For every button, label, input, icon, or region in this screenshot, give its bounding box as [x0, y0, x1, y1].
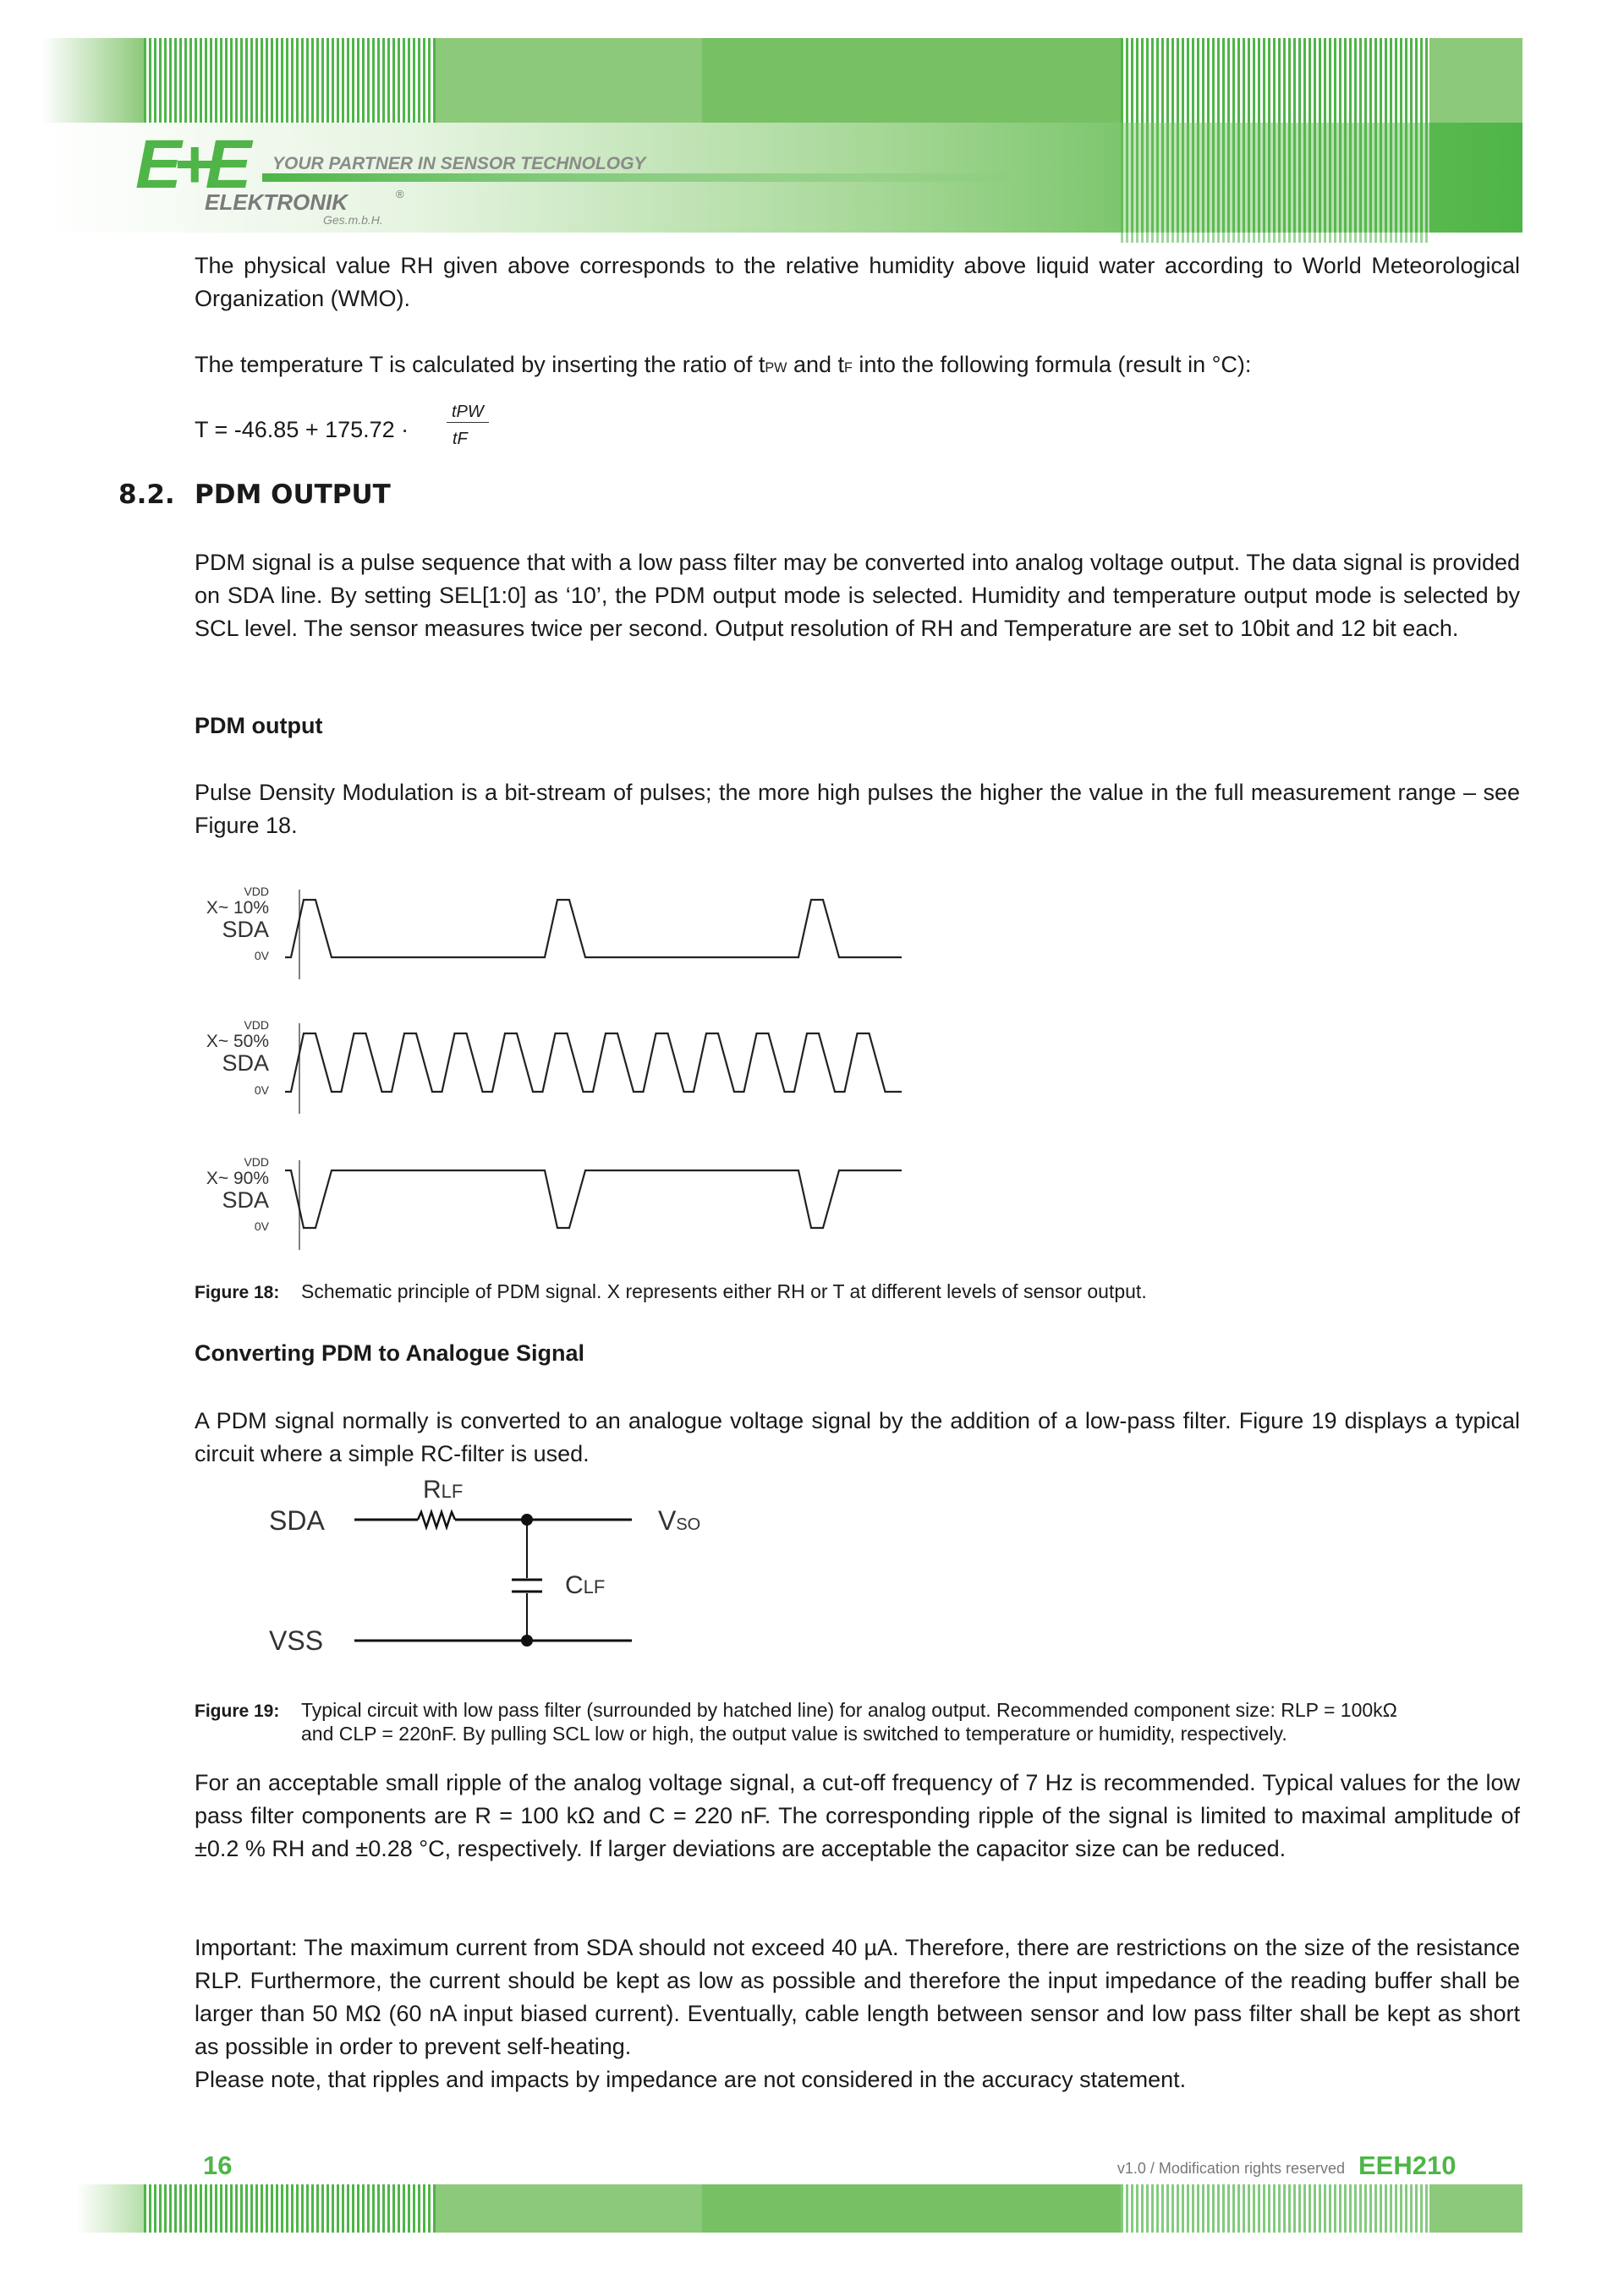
- subheading-converting: Converting PDM to Analogue Signal: [195, 1340, 585, 1366]
- text: R: [423, 1476, 442, 1504]
- paragraph-important: Important: The maximum current from SDA should not exceed 40 µA. Therefore, there are restrictions on the size of the resistance RLP. Furthermore, the current should be kept as low as possible and therefore the input impedance of the reading buffer shall be larger than 50 MΩ (60 nA input biased current). Eventually, cable length between sensor and low pass filter shall be kept as short as possible in order to prevent self-heating.: [195, 1935, 1520, 2059]
- footer-block: [1429, 2184, 1522, 2233]
- footer-stripes-left: [144, 2184, 436, 2233]
- label-clf: [565, 1571, 605, 1600]
- label-sda: SDA: [269, 1505, 325, 1536]
- text: The temperature T is calculated by inserting the ratio of t: [195, 352, 765, 377]
- formula-numerator: tPW: [447, 403, 489, 423]
- label-vdd: VDD: [244, 1018, 269, 1032]
- caption-text: Schematic principle of PDM signal. X represents either RH or T at different levels of sensor output.: [301, 1280, 1147, 1302]
- logo-registered: ®: [396, 188, 404, 200]
- section-title: PDM OUTPUT: [195, 479, 391, 510]
- header-stripes-right-low: [1121, 123, 1429, 243]
- subscript: PW: [765, 360, 787, 375]
- paragraph-pdm-description: Pulse Density Modulation is a bit-stream of pulses; the more high pulses the higher the value in the full measurement range – see Figure 18.: [195, 780, 1520, 838]
- paragraph-ripple: For an acceptable small ripple of the analog voltage signal, a cut-off frequency of 7 Hz is recommended. Typical values for the low pass filter components are R = 100 kΩ and C = 220 nF. The corresponding ripple of the signal is limited to maximal amplitude of ±0.2 % RH and ±0.28 °C, respectively. If larger deviations are acceptable the capacitor size can be reduced.: [195, 1770, 1520, 1861]
- label-rlf: [423, 1476, 463, 1504]
- footer-block: [436, 2184, 702, 2233]
- label-0v: 0V: [254, 1219, 269, 1233]
- subscript: SO: [676, 1515, 701, 1534]
- paragraph-note: Please note, that ripples and impacts by impedance are not considered in the accuracy statement.: [195, 2067, 1187, 2092]
- footer-stripes-right: [1121, 2184, 1429, 2233]
- resistor-icon: [418, 1512, 455, 1527]
- label-level: X~ 50%: [206, 1032, 269, 1051]
- label-0v: 0V: [254, 1083, 269, 1097]
- section-number: 8.2.: [118, 479, 175, 510]
- label-vso: [658, 1505, 700, 1537]
- page-number: 16: [203, 2151, 233, 2180]
- label-0v: 0V: [254, 949, 269, 962]
- rights-note: v1.0 / Modification rights reserved: [1116, 2160, 1345, 2177]
- subscript: F: [844, 360, 853, 375]
- header-block: [1429, 38, 1522, 123]
- logo-company: ELEKTRONIK: [205, 189, 348, 215]
- caption-text: and CLP = 220nF. By pulling SCL low or high, the output value is switched to temperature or humidity, respectively.: [301, 1723, 1287, 1745]
- label-signal: SDA: [222, 917, 269, 942]
- figure-18-caption: [195, 1280, 1531, 1304]
- logo-tagline: YOUR PARTNER IN SENSOR TECHNOLOGY: [272, 154, 646, 173]
- junction-node: [521, 1514, 533, 1526]
- subscript: LF: [441, 1481, 464, 1502]
- label-vdd: VDD: [244, 1155, 269, 1169]
- paragraph-rh: The physical value RH given above corresponds to the relative humidity above liquid water according to World Meteorological Organization (WMO).: [195, 253, 1520, 311]
- figure-label: Figure 19:: [195, 1701, 280, 1721]
- label-signal: SDA: [222, 1187, 269, 1213]
- waveform-labels: [0, 0, 930, 1269]
- figure-18: [0, 0, 930, 1269]
- text: V: [658, 1505, 677, 1536]
- label-level: X~ 10%: [206, 898, 269, 918]
- footer-fade: [76, 2184, 144, 2233]
- figure-19-caption: [195, 1699, 1531, 1745]
- formula-denominator: tF: [453, 430, 468, 448]
- figure-label: Figure 18:: [195, 1283, 280, 1302]
- logo-suffix: Ges.m.b.H.: [323, 213, 383, 227]
- text: into the following formula (result in °C):: [852, 352, 1252, 377]
- label-level: X~ 90%: [206, 1169, 269, 1188]
- subheading-pdm-output: PDM output: [195, 713, 323, 738]
- text: C: [565, 1571, 584, 1599]
- label-signal: SDA: [222, 1050, 269, 1076]
- formula-lhs: T = -46.85 + 175.72 ·: [195, 417, 409, 442]
- caption-text: Typical circuit with low pass filter (surrounded by hatched line) for analog output. Recommended component size: RLP = 100kΩ: [301, 1699, 1397, 1721]
- footer-block: [702, 2184, 1121, 2233]
- subscript: LF: [583, 1576, 606, 1597]
- paragraph-converting: A PDM signal normally is converted to an analogue voltage signal by the addition of a low-pass filter. Figure 19 displays a typical circuit where a simple RC-filter is used.: [195, 1408, 1520, 1466]
- paragraph-pdm-intro: PDM signal is a pulse sequence that with a low pass filter may be converted into analog voltage output. The data signal is provided on SDA line. By setting SEL[1:0] as ‘10’, the PDM output mode is selected. Humidity and temperature output mode is selected by SCL level. The sensor measures twice per second. Output resolution of RH and Temperature are set to 10bit and 12 bit each.: [195, 550, 1520, 641]
- logo-mark: E+E: [135, 126, 244, 203]
- product-name: EEH210: [1358, 2151, 1457, 2180]
- header-stripes-right: [1121, 38, 1429, 123]
- text: and t: [787, 352, 844, 377]
- junction-node: [521, 1635, 533, 1647]
- label-vdd: VDD: [244, 885, 269, 898]
- label-vss: VSS: [269, 1625, 324, 1656]
